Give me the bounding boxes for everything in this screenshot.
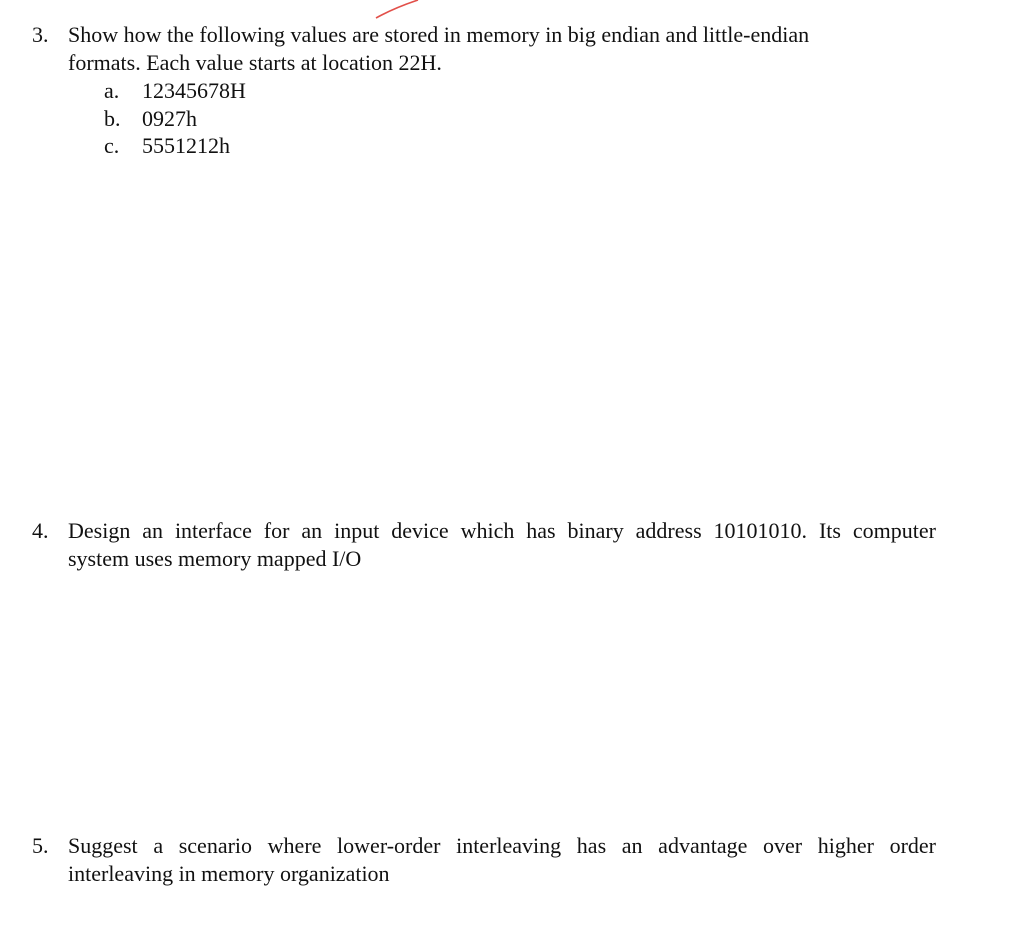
question-number: 5. <box>32 833 49 858</box>
question-text <box>68 21 936 77</box>
question-text <box>68 832 936 888</box>
question-4 <box>32 517 936 573</box>
list-item <box>104 132 936 160</box>
item-value: 5551212h <box>142 133 230 158</box>
question-5 <box>32 832 936 888</box>
question-line: system uses memory mapped I/O <box>68 546 362 571</box>
question-number: 4. <box>32 518 49 543</box>
list-item <box>104 77 936 105</box>
item-letter: a. <box>104 78 120 103</box>
question-number: 3. <box>32 22 49 47</box>
item-letter: c. <box>104 133 120 158</box>
list-item <box>104 105 936 133</box>
item-letter: b. <box>104 105 121 131</box>
value-list <box>104 77 936 160</box>
question-line: Show how the following values are stored in memory in big endian and little-endian <box>68 22 810 47</box>
question-text <box>68 517 936 573</box>
question-line: interleaving in memory organization <box>68 861 390 886</box>
item-value: 12345678H <box>142 78 246 103</box>
question-line: Suggest a scenario where lower-order interleaving has an advantage over higher order <box>68 833 936 858</box>
question-line: Design an interface for an input device which has binary address 10101010. Its computer <box>68 518 936 543</box>
question-line: formats. Each value starts at location 22H. <box>68 50 442 75</box>
question-3 <box>32 21 936 160</box>
item-value: 0927h <box>142 105 197 131</box>
red-pen-mark <box>372 0 422 20</box>
